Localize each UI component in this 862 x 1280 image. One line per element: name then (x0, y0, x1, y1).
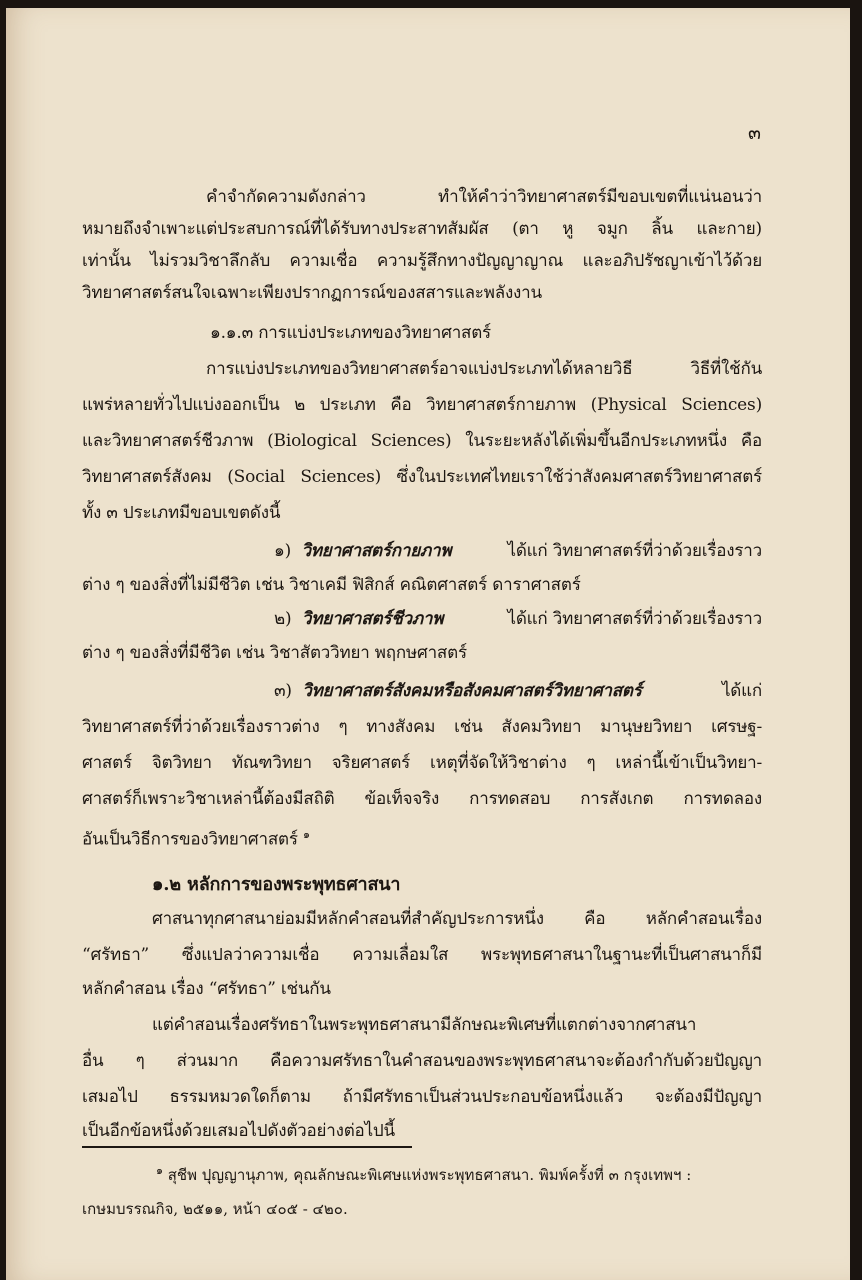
list-item (274, 604, 762, 634)
text-line: คำจำกัดความดังกล่าว ทำให้คำว่าวิทยาศาสตร์มีขอบเขตที่แน่นอนว่า (206, 187, 762, 207)
text-line: เท่านั้น ไม่รวมวิชาลึกลับ ความเชื่อ ความรู้สึกทางปัญญาญาณ และอภิปรัชญาเข้าไว้ด้วย (82, 251, 762, 271)
list-text: ได้แก่ (721, 681, 762, 701)
list-term: วิทยาศาสตร์ชีวภาพ (301, 609, 444, 629)
text-line: หมายถึงจำเพาะแต่ประสบการณ์ที่ได้รับทางประสาทสัมผัส (ตา หู จมูก ลิ้น และกาย) (82, 219, 762, 239)
list-text: ได้แก่ วิทยาศาสตร์ที่ว่าด้วยเรื่องราว (507, 541, 762, 561)
text-line: เสมอไป ธรรมหมวดใดก็ตาม ถ้ามีศรัทธาเป็นส่วนประกอบข้อหนึ่งแล้ว จะต้องมีปัญญา (82, 1087, 762, 1107)
text-line: ศาสนาทุกศาสนาย่อมมีหลักคำสอนที่สำคัญประการหนึ่ง คือ หลักคำสอนเรื่อง (152, 909, 762, 929)
footnote-text: สุชีพ ปุญญานุภาพ, คุณลักษณะพิเศษแห่งพระพุทธศาสนา. พิมพ์ครั้งที่ ๓ กรุงเทพฯ : (167, 1166, 692, 1184)
footnote-divider (82, 1146, 412, 1148)
text-line: หลักคำสอน เรื่อง “ศรัทธา” เช่นกัน (82, 979, 331, 999)
text-line: และวิทยาศาสตร์ชีวภาพ (Biological Sciences) ในระยะหลังได้เพิ่มขึ้นอีกประเภทหนึ่ง คือ (82, 431, 762, 451)
text-line: เป็นอีกข้อหนึ่งด้วยเสมอไปดังตัวอย่างต่อไปนี้ (82, 1121, 395, 1141)
list-item (274, 676, 762, 706)
text-line: วิทยาศาสตร์สนใจเฉพาะเพียงปรากฏการณ์ของสสารและพลังงาน (82, 283, 542, 303)
subsection-heading: ๑.๑.๓ การแบ่งประเภทของวิทยาศาสตร์ (210, 323, 491, 343)
footnote-line (156, 1158, 691, 1188)
list-number: ๑) (274, 541, 292, 561)
section-heading: ๑.๒ หลักการของพระพุทธศาสนา (152, 874, 401, 895)
text-line: แต่คำสอนเรื่องศรัทธาในพระพุทธศาสนามีลักษณะพิเศษที่แตกต่างจากศาสนา (152, 1015, 697, 1035)
text-line: ศาสตร์ก็เพราะวิชาเหล่านี้ต้องมีสถิติ ข้อเท็จจริง การทดสอบ การสังเกต การทดลอง (82, 789, 762, 809)
list-number: ๒) (274, 609, 292, 629)
list-number: ๓) (274, 681, 292, 701)
book-page (6, 8, 850, 1280)
footnote-reference: ๑ (303, 828, 310, 841)
text-line: “ศรัทธา” ซึ่งแปลว่าความเชื่อ ความเลื่อมใส พระพุทธศาสนาในฐานะที่เป็นศาสนาก็มี (82, 945, 762, 965)
text-line: การแบ่งประเภทของวิทยาศาสตร์อาจแบ่งประเภทได้หลายวิธี วิธีที่ใช้กัน (206, 359, 762, 379)
text-line: วิทยาศาสตร์สังคม (Social Sciences) ซึ่งในประเทศไทยเราใช้ว่าสังคมศาสตร์วิทยาศาสตร์ (82, 467, 762, 487)
text-line: ทั้ง ๓ ประเภทมีขอบเขตดังนี้ (82, 503, 281, 523)
text-line (82, 820, 310, 855)
text-line: ต่าง ๆ ของสิ่งที่ไม่มีชีวิต เช่น วิชาเคมี ฟิสิกส์ คณิตศาสตร์ ดาราศาสตร์ (82, 575, 581, 595)
list-term: วิทยาศาสตร์สังคมหรือสังคมศาสตร์วิทยาศาสตร์ (302, 681, 642, 701)
footnote-mark: ๑ (156, 1164, 163, 1177)
list-text: ได้แก่ วิทยาศาสตร์ที่ว่าด้วยเรื่องราว (507, 609, 762, 629)
footnote-line: เกษมบรรณกิจ, ๒๕๑๑, หน้า ๔๐๕ - ๔๒๐. (82, 1200, 348, 1218)
page-number: ๓ (748, 122, 761, 144)
text-line: ศาสตร์ จิตวิทยา ทัณฑวิทยา จริยศาสตร์ เหตุที่จัดให้วิชาต่าง ๆ เหล่านี้เข้าเป็นวิทยา- (82, 753, 762, 773)
text-line: ต่าง ๆ ของสิ่งที่มีชีวิต เช่น วิชาสัตววิทยา พฤกษศาสตร์ (82, 643, 467, 663)
list-term: วิทยาศาสตร์กายภาพ (301, 541, 452, 561)
text-line: แพร่หลายทั่วไปแบ่งออกเป็น ๒ ประเภท คือ วิทยาศาสตร์กายภาพ (Physical Sciences) (82, 395, 762, 415)
list-item (274, 536, 762, 566)
text-span: อันเป็นวิธีการของวิทยาศาสตร์ (82, 829, 298, 850)
text-line: อื่น ๆ ส่วนมาก คือความศรัทธาในคำสอนของพระพุทธศาสนาจะต้องกำกับด้วยปัญญา (82, 1051, 762, 1071)
text-line: วิทยาศาสตร์ที่ว่าด้วยเรื่องราวต่าง ๆ ทางสังคม เช่น สังคมวิทยา มานุษยวิทยา เศรษฐ- (82, 717, 762, 737)
